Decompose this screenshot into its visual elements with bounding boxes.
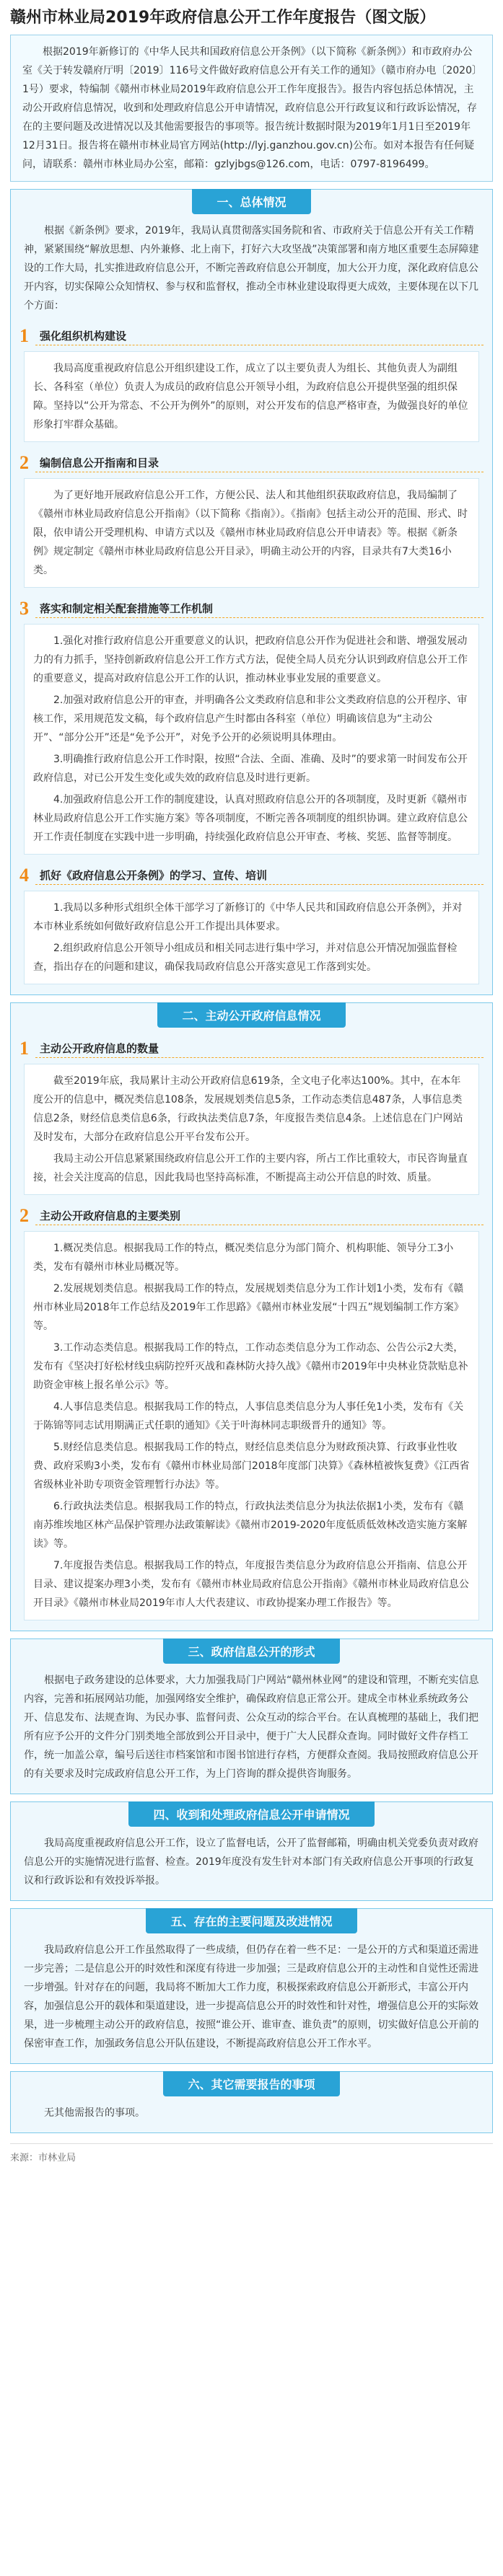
section-heading: 一、总体情况 — [192, 189, 310, 214]
section-heading: 五、存在的主要问题及改进情况 — [146, 1908, 357, 1933]
paragraph: 1.强化对推行政府信息公开重要意义的认识，把政府信息公开作为促进社会和谐、增强发展动力的有力抓手，坚持创新政府信息公开工作方式方法，促使全局人员充分认识到政府信息公开工作的重要意义，提高对政府信息公开工作的认识，推动林业事业发展的重要意义。 — [33, 635, 468, 684]
paragraph: 我局高度重视政府信息公开组织建设工作，成立了以主要负责人为组长、其他负责人为副组长、各科室（单位）负责人为成员的政府信息公开领导小组，为政府信息公开提供坚强的组织保障。坚持以“公开为常态、不公开为例外”的原则，对公开发布的信息严格审查，为做强良好的单位形象打牢群众基础。 — [33, 363, 468, 431]
section-6 — [10, 2071, 493, 2133]
subsection-content — [24, 1231, 479, 1620]
section-intro: 我局政府信息公开工作虽然取得了一些成绩，但仍存在着一些不足：一是公开的方式和渠道还需进一步完善；二是信息公开的时效性和深度有待进一步加强；三是政府信息公开的主动性和自觉性还需进一步增强。针对存在的问题，我局将不断加大工作力度，积极探索政府信息公开新形式，丰富公开内容，加强信息公开的载体和渠道建设，进一步提高信息公开的时效性和针对性，增强信息公开的实际效果，进一步梳理主动公开的政府信息，按照“谁公开、谁审查、谁负责”的原则，切实做好信息公开前的保密审查工作，加强政务信息公开队伍建设，不断提高政府信息公开工作水平。 — [24, 1944, 479, 2050]
intro-text: 根据2019年新修订的《中华人民共和国政府信息公开条例》（以下简称《新条例》）和市政府办公室《关于转发赣府厅明〔2019〕116号文件做好政府信息公开有关工作的通知》（赣市府办电〔2020〕1号）要求，特编制《赣州市林业局2019年政府信息公开工作年度报告》。报告内容包括总体情况，主动公开政府信息情况，收到和处理政府信息公开申请情况，政府信息公开行政复议和行政诉讼情况，存在的主要问题及改进情况以及其他需要报告的事项等。报告统计数据时限为2019年1月1日至2019年12月31日。报告将在赣州市林业局官方网站(http://lyj.ganzhou.gov.cn)公布。如对本报告有任何疑问，请联系：赣州市林业局办公室，邮箱：gzlyjbgs@126.com，电话：0797-8196499。 — [22, 46, 477, 170]
section-intro: 根据电子政务建设的总体要求，大力加强我局门户网站“赣州林业网”的建设和管理，不断充实信息内容，完善和拓展网站功能，加强网络安全维护，确保政府信息正常公开。建成全市林业系统政务公开、信息发布、法规查询、为民办事、监督问责、公众互动的综合平台。在认真梳理的基础上，我们把所有应予公开的文件分门别类地全部放到公开目录中，便于广大人民群众查询。同时做好文件存档工作，统一加盖公章，编号后送往市档案馆和市图书馆进行存档，方便群众查阅。我局按照政府信息公开的有关要求及时完成政府信息公开工作，为上门咨询的群众提供咨询服务。 — [24, 1675, 479, 1780]
subsection-title: 编制信息公开指南和目录 — [40, 456, 159, 469]
section-heading-bar — [11, 1801, 492, 1827]
subsection-content — [24, 351, 479, 442]
paragraph: 2.组织政府信息公开领导小组成员和相关同志进行集中学习，并对信息公开情况加强监督检查，指出存在的问题和建议，确保我局政府信息公开落实意见工作落到实处。 — [33, 943, 458, 973]
subsection-number: 1 — [19, 1038, 29, 1059]
paragraph: 3.明确推行政府信息公开工作时限，按照“合法、全面、准确、及时”的要求第一时间发布公开政府信息，对已公开发生变化或失效的政府信息及时进行更新。 — [33, 754, 468, 784]
paragraph: 我局主动公开信息紧紧围绕政府信息公开工作的主要内容，所占工作比重较大，市民咨询量直接，社会关注度高的信息，因此我局也坚持高标准，不断提高主动公开信息的时效、质量。 — [33, 1153, 468, 1183]
subsection-header — [19, 327, 484, 345]
paragraph: 5.财经信息类信息。根据我局工作的特点，财经信息类信息分为财政预决算、行政事业性收费、政府采购3小类，发布有《赣州市林业局部门2018年度部门决算》《森林植被恢复费》《江西省省级林业补助专项资金管理暂行办法》等。 — [33, 1442, 470, 1491]
sections-container — [0, 189, 503, 2133]
subsection-content — [24, 891, 479, 984]
subsection-number: 2 — [19, 1205, 29, 1226]
intro-box — [10, 35, 493, 182]
paragraph: 7.年度报告类信息。根据我局工作的特点，年度报告类信息分为政府信息公开指南、信息公开目录、建议提案办理3小类，发布有《赣州市林业局政府信息公开指南》《赣州市林业局政府信息公开目录》《赣州市林业局2019年市人大代表建议、市政协提案办理工作报告》等。 — [33, 1560, 469, 1609]
subsection-content — [24, 1064, 479, 1195]
paragraph: 为了更好地开展政府信息公开工作，方便公民、法人和其他组织获取政府信息，我局编制了《赣州市林业局政府信息公开指南》（以下简称《指南》）。《指南》包括主动公开的范围、形式、时限，依申请公开受理机构、申请方式以及《赣州市林业局政府信息公开申请表》等。根据《新条例》规定制定《赣州市林业局政府信息公开目录》，明确主动公开的内容，目录共有7大类16小类。 — [33, 490, 468, 576]
subsection-number: 4 — [19, 865, 29, 886]
subsection-title-wrap — [35, 601, 484, 618]
section-1 — [10, 189, 493, 995]
section-heading-bar — [11, 1638, 492, 1664]
section-5 — [10, 1908, 493, 2064]
section-heading: 二、主动公开政府信息情况 — [157, 1002, 345, 1028]
section-heading-bar — [11, 1002, 492, 1028]
section-heading: 三、政府信息公开的形式 — [163, 1638, 339, 1664]
subsection-header — [19, 454, 484, 472]
paragraph: 1.我局以多种形式组织全体干部学习了新修订的《中华人民共和国政府信息公开条例》，并对本市林业系统如何做好政府信息公开工作提出具体要求。 — [33, 902, 463, 932]
page — [0, 7, 503, 2163]
subsection-title-wrap — [35, 455, 484, 472]
section-heading-bar — [11, 189, 492, 214]
subsection-number: 1 — [19, 325, 29, 346]
paragraph: 1.概况类信息。根据我局工作的特点，概况类信息分为部门简介、机构职能、领导分工3小类，发布有赣州市林业局概况等。 — [33, 1243, 454, 1273]
subsection-title: 主动公开政府信息的数量 — [40, 1042, 159, 1055]
section-2 — [10, 1002, 493, 1631]
subsection-title: 抓好《政府信息公开条例》的学习、宣传、培训 — [40, 869, 268, 882]
paragraph: 3.工作动态类信息。根据我局工作的特点，工作动态类信息分为工作动态、公告公示2大类，发布有《坚决打好松材线虫病防控歼灭战和森林防火持久战》《赣州市2019年中央林业贷款贴息补助资金审核上报名单公示》等。 — [33, 1342, 468, 1391]
subsection-content — [24, 478, 479, 588]
paragraph: 截至2019年底，我局累计主动公开政府信息619条，全文电子化率达100%。其中，在本年度公开的信息中，概况类信息108条，发展规划类信息5条，工作动态类信息487条，人事信息类信息2条，财经信息类信息6条，行政执法类信息7条，年度报告类信息4条。上述信息在门户网站及时发布，大部分在政府信息公开平台发布公开。 — [33, 1075, 463, 1143]
subsection-number: 2 — [19, 452, 29, 473]
subsection-header — [19, 866, 484, 885]
paragraph: 6.行政执法类信息。根据我局工作的特点，行政执法类信息分为执法依据1小类，发布有《赣南苏维埃地区林产品保护管理办法政策解读》《赣州市2019-2020年度低质低效林改造实施方案解读》等。 — [33, 1501, 468, 1550]
subsection-title: 主动公开政府信息的主要类别 — [40, 1209, 181, 1222]
page-title: 赣州市林业局2019年政府信息公开工作年度报告（图文版） — [10, 9, 436, 27]
section-heading-bar — [11, 2071, 492, 2096]
paragraph: 4.加强政府信息公开工作的制度建设，认真对照政府信息公开的各项制度，及时更新《赣州市林业局政府信息公开工作实施方案》等各项制度，不断完善各项制度的组织协调。建立政府信息公开工作责任制度在实践中进一步明确，持续强化政府信息公开审查、考核、奖惩、监督等制度。 — [33, 794, 468, 843]
subsection-title-wrap — [35, 1208, 484, 1225]
subsection-title-wrap — [35, 1041, 484, 1058]
subsection-title: 强化组织机构建设 — [40, 330, 127, 343]
section-3 — [10, 1638, 493, 1794]
paragraph: 2.加强对政府信息公开的审查，并明确各公文类政府信息和非公文类政府信息的公开程序、审核工作，采用规范发文稿，每个政府信息产生时都由各科室（单位）明确该信息为“主动公开”、“部分公开”还是“免予公开”，对免予公开的必须说明具体理由。 — [33, 694, 468, 744]
section-intro: 我局高度重视政府信息公开工作，设立了监督电话，公开了监督邮箱，明确由机关党委负责对政府信息公开的实施情况进行监督、检查。2019年度没有发生针对本部门有关政府信息公开事项的行政复议和行政诉讼和有效投诉举报。 — [24, 1838, 478, 1887]
subsection-header — [19, 1207, 484, 1225]
paragraph: 2.发展规划类信息。根据我局工作的特点，发展规划类信息分为工作计划1小类，发布有《赣州市林业局2018年工作总结及2019年工作思路》《赣州市林业发展“十四五”规划编制工作方案》等。 — [33, 1283, 464, 1332]
section-intro: 根据《新条例》要求，2019年，我局认真贯彻落实国务院和省、市政府关于信息公开有关工作精神，紧紧围绕“解放思想、内外兼修、北上南下，打好六大攻坚战”决策部署和南方地区重要生态屏障建设的工作大局，扎实推进政府信息公开，不断完善政府信息公开制度，加大公开力度，深化政府信息公开内容，切实保障公众知情权、参与权和监督权，推动全市林业建设取得更大成效，主要体现在以下几个方面： — [24, 225, 479, 312]
subsection-header — [19, 599, 484, 618]
section-heading: 六、其它需要报告的事项 — [163, 2071, 339, 2096]
subsection-number: 3 — [19, 598, 29, 619]
subsection-title-wrap — [35, 868, 484, 885]
section-intro: 无其他需报告的事项。 — [44, 2107, 145, 2119]
section-heading: 四、收到和处理政府信息公开申请情况 — [128, 1801, 374, 1827]
subsection-header — [19, 1039, 484, 1058]
subsection-title-wrap — [35, 328, 484, 345]
source-line: 来源：市林业局 — [10, 2143, 493, 2163]
subsection-content — [24, 624, 479, 855]
subsection-title: 落实和制定相关配套措施等工作机制 — [40, 602, 214, 615]
paragraph: 4.人事信息类信息。根据我局工作的特点，人事信息类信息分为人事任免1小类，发布有《关于陈锦等同志试用期满正式任职的通知》《关于叶海林同志职级晋升的通知》等。 — [33, 1401, 464, 1432]
section-4 — [10, 1801, 493, 1901]
section-heading-bar — [11, 1908, 492, 1933]
